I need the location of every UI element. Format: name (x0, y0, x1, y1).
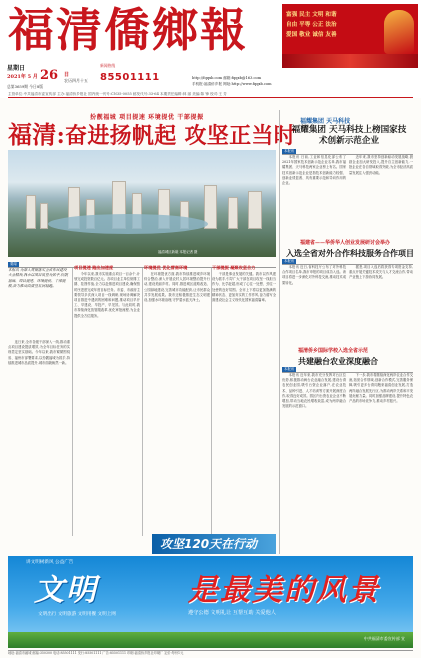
website-email: http://fqqxb.com 邮箱:fqqxb@163.com (192, 76, 262, 80)
story3-tag: 本报讯 (284, 367, 295, 371)
story2-tag: 本报讯 (284, 259, 295, 263)
story3-kicker: 福清侨乡国际学校入选全省示范 (298, 348, 369, 354)
date-year-month: 2021年 5 月 (7, 74, 38, 80)
ad-slogan-2: 自由 平等 公正 法治 (286, 22, 337, 28)
story2-column-1 (282, 265, 346, 345)
lead-column-3 (144, 262, 210, 538)
headline-city: 福清 (8, 120, 57, 149)
ad-motto: 遵守公德 文明礼让 互帮互助 关爱他人 (188, 610, 276, 616)
lead-column-2 (74, 262, 140, 538)
lead-col3-text: 在环境提优方面,我市持续推进城乡环境综合整治,深入开展农村人居环境整治提升行动,建设美丽乡村。同时,推进城区道路改造、公园绿地建设,完善城市功能配套,让市民群众共享发展成果。我市还积极推进生态文明建设,加强水环境治理,守护碧水蓝天净土。 (144, 272, 210, 303)
building (228, 197, 238, 229)
story2-col2-text: 据悉,项目入选后将获得专项资金支持,重点开展关键技术攻关与人才交流合作,带动产业链上下游协同发展。 (349, 265, 413, 280)
story3-col2-text: 下一步,我市将继续深化两岸农业合作交流,拓宽合作领域,创新合作模式,完善服务保障,吸引更多台湾同胞来福清创业发展,打造两岸融合发展先行区,为推动两岸关系和平发展贡献力量。同时加强品牌建设,提升特色农产品的市场竞争力,推动乡村振兴。 (349, 373, 413, 404)
story2-headline: 入选全省对外合作科技服务合作项目 (286, 248, 414, 258)
lead-col4-text: 干部是事业发展的关键。我市以作风建设为抓手,引导广大干部在项目攻坚一线担当作为、比学赶超,形成了心往一处想、劲往一处使的良好氛围。全市上下将以更加饱满的精神状态、更加务实的工作作风,奋力谱写全面建设社会主义现代化国家福清篇章。 (212, 272, 276, 303)
date-day: 26 (40, 68, 59, 83)
photo-caption: 福清城区新貌 本报记者 摄 (158, 250, 198, 255)
page-footer: 地址:福清市融城 邮编:350300 电话:85501111 发行:85501111 广告:85501111 印刷:福清侨乡报社印刷厂 定价:每份1元 (8, 650, 413, 656)
page-divider (279, 110, 280, 554)
lead-column-4 (212, 262, 276, 538)
ad-chips: 文明出行 文明旅游 文明用餐 文明上网 (38, 612, 116, 617)
campaign-banner-text: 攻坚120天在行动 (160, 537, 258, 551)
date-suffix: 日 (64, 72, 70, 78)
hotline-label: 新闻热线 (100, 63, 116, 68)
column-divider (72, 268, 73, 536)
ad-slogan-3: 爱国 敬业 诚信 友善 (286, 32, 337, 38)
section-tag: 要闻 (10, 262, 17, 266)
column-divider (142, 268, 143, 536)
story1-column-1 (282, 155, 346, 237)
ad-signature: 中共福清市委宣传部 宣 (363, 636, 405, 642)
ad-title-1: 文明 (34, 573, 98, 608)
river (48, 214, 208, 234)
building (248, 191, 262, 229)
lead-col2-text: 今年以来,我市实施重点项目一百余个,计划完成投资数百亿元。各项目业主单位倒排工期、挂图作战,全力以赴推进项目建设,确保按时序进度完成年度目标任务。市委、市政府主要领导多次深入项目一线调研,现场协调解决项目推进中遇到的困难和问题,推动项目早开工、早建设、早投产、早见效。与此同时,我市持续深化放管服改革,优化审批流程,为企业提供全方位服务。 (74, 272, 140, 318)
newspaper-logo: 福清僑鄉報 (8, 3, 248, 57)
weekday: 星期日 (7, 65, 26, 72)
story3-column-2 (349, 373, 413, 553)
lead-subhead-2: 环境提优 优化营商环境 (144, 265, 188, 270)
headline-rest: :奋进扬帆起 攻坚正当时 (56, 123, 296, 149)
core-values-ad (282, 4, 418, 68)
hotline-number: 85501111 (100, 72, 160, 83)
lead-kicker: 扮靓福城 项目提速 环境提优 干部提振 (90, 114, 204, 121)
story1-col1-text: 本报讯 日前,工业和信息化部公布了2021年国家技术创新示范企业名单,我市福耀集团、天马科技两家企业榜上有名。国家技术创新示范企业是指技术创新能力较强、创新业绩显著、具有重要示范和导向作用的企业。 (282, 155, 346, 186)
campaign-banner (152, 534, 276, 554)
story1-kicker: 福耀集团 天马科技 (300, 118, 351, 125)
ad-slogan-1: 富强 民主 文明 和谐 (286, 12, 337, 18)
ad-ground (8, 632, 413, 648)
story2-kicker: 福建省——华侨华人创业发展研讨会举办 (300, 240, 391, 246)
party-emblem-icon (384, 10, 414, 54)
publisher-line: 主管单位:中共福清市委宣传部 主办:福清侨乡报社 国内统一刊号:CN35-0055 邮发代号:33-64 本期责任编辑:林 丽 美编:陈 锋 校对:王 芳 (8, 92, 413, 98)
story3-column-1 (282, 373, 346, 553)
issue-number: 总第3659期 今日8版 (7, 84, 44, 89)
story1-headline: 福耀集团 天马科技上榜国家技术创新示范企业 (291, 125, 407, 146)
lead-photo (8, 150, 276, 257)
ad-small-label: 讲文明树新风 公益广告 (26, 560, 74, 565)
story1-col2-text: 近年来,我市坚持创新驱动发展战略,鼓励企业加大研发投入,提升自主创新能力,一批企业在各自领域取得突破,为全市经济高质量发展注入强劲动能。 (349, 155, 413, 175)
story1-column-2 (349, 155, 413, 237)
lunar-date: 农历四月十五 (64, 78, 88, 83)
lead-intro: 本报讯 为深入贯彻落实全省作风建设大会精神,我市以项目攻坚为抓手,扮靓福城、项目提速、环境提优、干部提振,奋力推动高质量发展超越。 (8, 268, 68, 289)
building (40, 203, 48, 229)
lead-headline (8, 122, 296, 149)
story2-column-2 (349, 265, 413, 345)
lead-col1-text: 连日来,全市各级干部深入一线,推动重点项目建设提质增效,为全年目标任务的实现奠定坚实基础。今年以来,我市紧紧围绕省、福州市部署要求,以扮靓福城为抓手,持续推进城市品质提升,城市面貌焕然一新。 (8, 340, 70, 365)
mobile-web: 手机报:福清侨乡报 网址:http://www.fqqxb.com (192, 82, 272, 86)
ad-ribbon (282, 54, 418, 68)
lead-subhead-1: 项目提速 跑出加速度 (74, 265, 114, 270)
lead-column-1 (8, 340, 70, 536)
story2-col1-text: 本报讯 近日,省科技厅公布了对外科技合作项目名单,我市申报的项目成功入选。该项目将进一步深化对外科技交流,推动技术成果转化。 (282, 265, 346, 285)
lead-subhead-3: 干部提振 凝聚攻坚合力 (212, 265, 256, 270)
story3-headline: 共建融台农业深度融合 (298, 356, 378, 366)
story1-tag: 本报讯 (284, 149, 295, 153)
civility-ad (8, 556, 413, 648)
ad-title-2: 是最美的风景 (188, 573, 380, 608)
story3-col1-text: 本报讯 近年来,我市充分发挥对台区位优势,积极推动闽台农业融合发展,建设台湾农民创业园,吸引台资企业落户,在农业技术、品种引进、人才培训等方面开展深度合作,取得良好成效。园区内台资农业企业不断增加,带动当地农民增收致富,成为两岸融合发展的示范窗口。 (282, 373, 346, 409)
building (26, 195, 36, 229)
